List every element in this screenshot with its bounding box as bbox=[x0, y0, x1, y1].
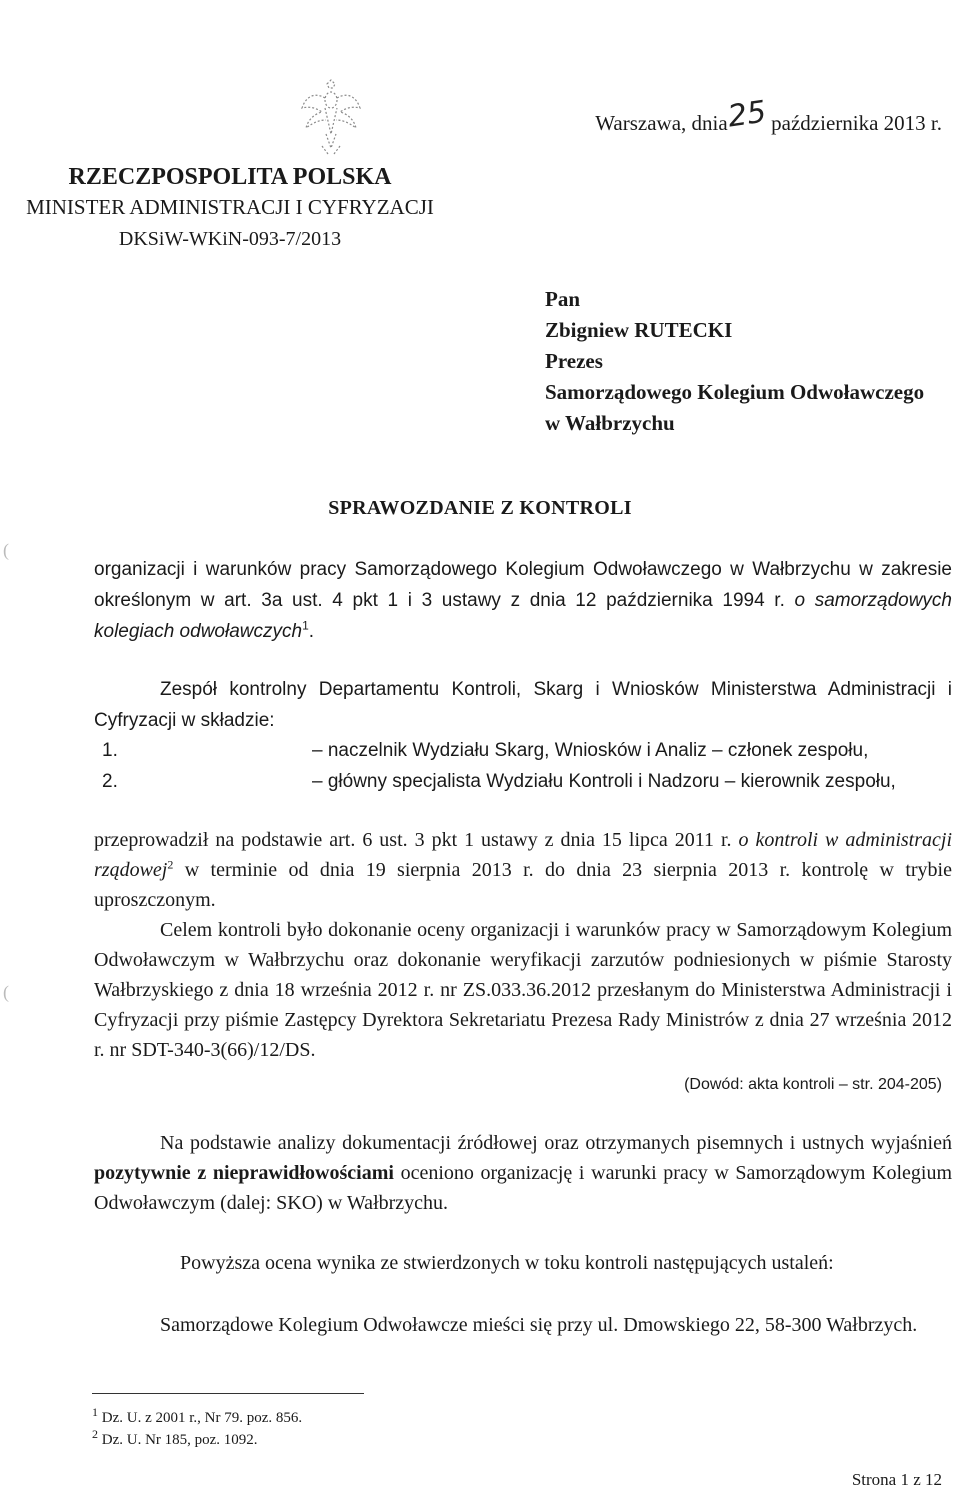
document-date bbox=[595, 94, 942, 138]
team-member-1 bbox=[102, 740, 869, 762]
addressee-institution: Samorządowego Kolegium Odwoławczego bbox=[545, 380, 925, 404]
team-member-2 bbox=[102, 771, 896, 793]
addressee-city: w Wałbrzychu bbox=[545, 411, 675, 435]
handwritten-day: 25 bbox=[725, 94, 769, 135]
team-member-number: 1. bbox=[102, 740, 118, 761]
location-text: Samorządowe Kolegium Odwoławcze mieści się przy ul. Dmowskiego 22, 58-300 Wałbrzych. bbox=[160, 1314, 918, 1336]
date-prefix: Warszawa, dnia bbox=[595, 111, 728, 135]
conducted-text-end: w terminie od dnia 19 sierpnia 2013 r. do dnia 23 sierpnia 2013 r. kontrolę w trybie uproszczonym. bbox=[94, 859, 952, 911]
footnote-ref-2: 2 bbox=[167, 857, 174, 872]
conducted-act-title: o kontroli w administracji rządowej bbox=[94, 829, 953, 881]
location-paragraph bbox=[94, 1310, 952, 1340]
issuer-ministry: MINISTER ADMINISTRACJI I CYFRYZACJI bbox=[26, 195, 434, 219]
date-suffix: października 2013 r. bbox=[771, 111, 942, 135]
team-text: Zespół kontrolny Departamentu Kontroli, Skarg i Wniosków Ministerstwa Administracji i Cyfryzacji w składzie: bbox=[94, 679, 952, 731]
reference-number: DKSiW-WKiN-093-7/2013 bbox=[118, 228, 342, 250]
page-number: Strona 1 z 12 bbox=[851, 1470, 942, 1489]
assessment-verdict: pozytywnie bbox=[94, 1162, 191, 1184]
intro-paragraph bbox=[94, 554, 952, 647]
polish-eagle-emblem-icon bbox=[300, 78, 362, 158]
footnote-text: Dz. U. Nr 185, poz. 1092. bbox=[101, 1432, 258, 1448]
margin-mark: ( bbox=[3, 540, 9, 560]
team-paragraph bbox=[94, 674, 952, 736]
report-title: SPRAWOZDANIE Z KONTROLI bbox=[328, 497, 632, 519]
findings-intro bbox=[94, 1248, 952, 1278]
issuer-country: RZECZPOSPOLITA POLSKA bbox=[68, 164, 392, 190]
intro-act-title: o samorządowych kolegiach odwoławczych bbox=[94, 590, 952, 642]
conducted-paragraph bbox=[94, 825, 952, 915]
footnote-1 bbox=[92, 1405, 303, 1427]
addressee-block bbox=[545, 284, 924, 439]
addressee-name: Zbigniew RUTECKI bbox=[545, 318, 733, 342]
footnote-2 bbox=[92, 1427, 258, 1449]
margin-mark: ( bbox=[3, 982, 9, 1002]
intro-text: organizacji i warunków pracy Samorządowego Kolegium Odwoławczego w Wałbrzychu w zakresie określonym w art. 3a ust. 4 pkt 1 i 3 ustawy z dnia 12 października 1994 r. bbox=[94, 559, 952, 611]
team-member-role: – naczelnik Wydziału Skarg, Wniosków i Analiz – członek zespołu, bbox=[312, 740, 869, 761]
footnote-ref-1: 1 bbox=[302, 618, 309, 633]
footnote-number: 1 bbox=[92, 1405, 98, 1419]
assessment-qualifier: z nieprawidłowościami bbox=[197, 1162, 394, 1184]
addressee-salutation: Pan bbox=[545, 287, 581, 311]
team-member-role: – główny specjalista Wydziału Kontroli i Nadzoru – kierownik zespołu, bbox=[312, 771, 896, 792]
footnote-text: Dz. U. z 2001 r., Nr 79. poz. 856. bbox=[101, 1410, 303, 1426]
addressee-position: Prezes bbox=[545, 349, 603, 373]
footnote-number: 2 bbox=[92, 1427, 98, 1441]
assessment-text-end: oceniono organizację i warunki pracy w Samorządowym Kolegium Odwoławczym (dalej: SKO) w Wałbrzychu. bbox=[94, 1162, 952, 1214]
conducted-text: przeprowadził na podstawie art. 6 ust. 3 pkt 1 ustawy z dnia 15 lipca 2011 r. bbox=[94, 829, 739, 851]
team-member-number: 2. bbox=[102, 771, 118, 792]
findings-intro-text: Powyższa ocena wynika ze stwierdzonych w toku kontroli następujących ustaleń: bbox=[180, 1252, 834, 1274]
intro-end: . bbox=[308, 621, 315, 642]
assessment-text: Na podstawie analizy dokumentacji źródłowej oraz otrzymanych pisemnych i ustnych wyjaśnień bbox=[160, 1132, 952, 1154]
footnote-divider bbox=[92, 1393, 364, 1394]
evidence-reference: (Dowód: akta kontroli – str. 204-205) bbox=[684, 1076, 942, 1093]
purpose-text: Celem kontroli było dokonanie oceny organizacji i warunków pracy w Samorządowym Kolegium Odwoławczym w Wałbrzychu oraz dokonanie weryfikacji zarzutów podniesionych w piśmie Starosty Wałbrzyskiego z dnia 18 września 2012 r. nr ZS.033.36.2012 przesłanym do Ministerstwa Administracji i Cyfryzacji przy piśmie Zastępcy Dyrektora Sekretariatu Prezesa Rady Ministrów z dnia 27 września 2012 r. nr SDT-340-3(66)/12/DS. bbox=[94, 919, 952, 1061]
purpose-paragraph bbox=[94, 915, 952, 1065]
assessment-paragraph bbox=[94, 1128, 952, 1218]
